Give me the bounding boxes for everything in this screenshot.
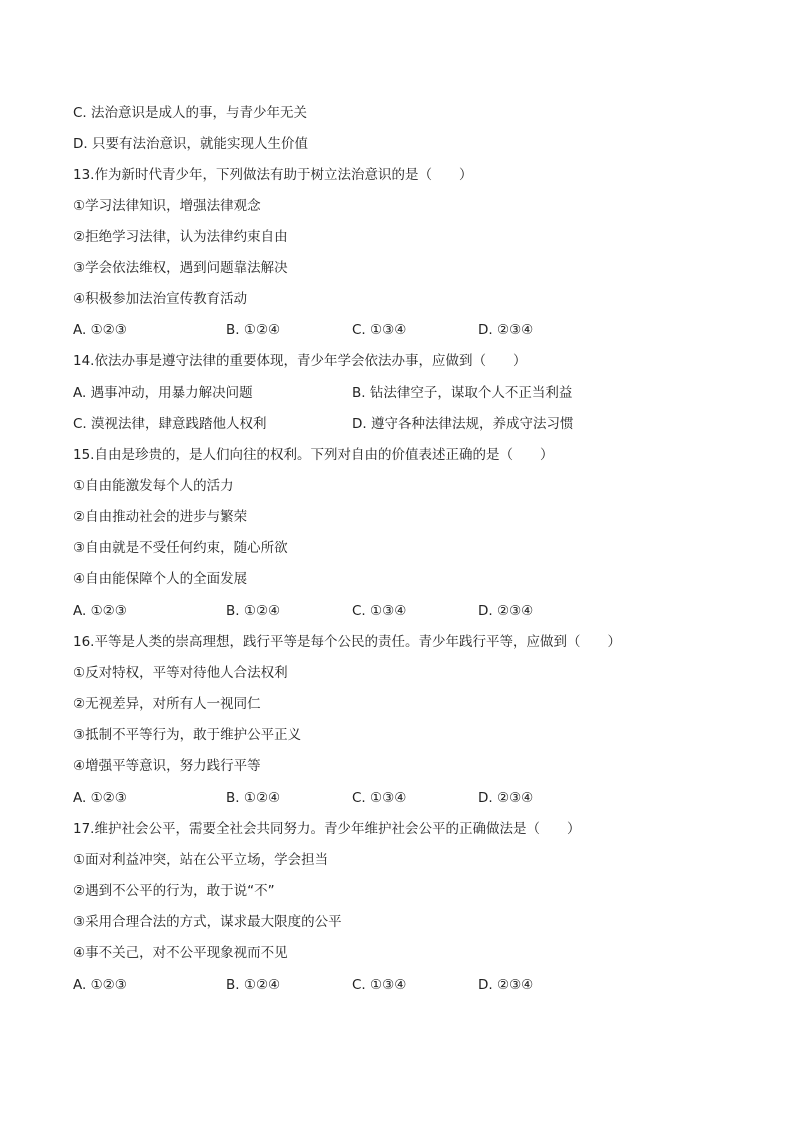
q13-stem: 13.作为新时代青少年，下列做法有助于树立法治意识的是（ ）: [73, 167, 473, 183]
q14-option-c: C. 漠视法律，肆意践踏他人权利: [73, 416, 267, 432]
q13-option-c: C. ①③④: [352, 322, 407, 338]
q17-option-c: C. ①③④: [352, 977, 407, 993]
q16-stem: 16.平等是人类的崇高理想，践行平等是每个公民的责任。青少年践行平等，应做到（ ）: [73, 634, 621, 650]
q15-option-a: A. ①②③: [73, 603, 127, 619]
q15-stem: 15.自由是珍贵的，是人们向往的权利。下列对自由的价值表述正确的是（ ）: [73, 447, 554, 463]
q15-item-2: ②自由推动社会的进步与繁荣: [73, 509, 248, 525]
q17-item-2: ②遇到不公平的行为，敢于说“不”: [73, 883, 275, 899]
q17-item-4: ④事不关己，对不公平现象视而不见: [73, 945, 288, 961]
q13-option-a: A. ①②③: [73, 322, 127, 338]
q17-stem: 17.维护社会公平，需要全社会共同努力。青少年维护社会公平的正确做法是（ ）: [73, 821, 581, 837]
q13-item-2: ②拒绝学习法律，认为法律约束自由: [73, 229, 288, 245]
q14-option-d: D. 遵守各种法律法规，养成守法习惯: [352, 416, 574, 432]
q16-item-4: ④增强平等意识，努力践行平等: [73, 758, 261, 774]
q16-item-2: ②无视差异，对所有人一视同仁: [73, 696, 261, 712]
q16-item-3: ③抵制不平等行为，敢于维护公平正义: [73, 727, 302, 743]
q17-option-a: A. ①②③: [73, 977, 127, 993]
q13-item-4: ④积极参加法治宣传教育活动: [73, 291, 248, 307]
q13-item-1: ①学习法律知识，增强法律观念: [73, 198, 261, 214]
q17-option-b: B. ①②④: [226, 977, 281, 993]
q17-item-3: ③采用合理合法的方式，谋求最大限度的公平: [73, 914, 342, 930]
q13-item-3: ③学会依法维权，遇到问题靠法解决: [73, 260, 288, 276]
q16-item-1: ①反对特权，平等对待他人合法权利: [73, 665, 288, 681]
q13-option-b: B. ①②④: [226, 322, 281, 338]
q15-item-1: ①自由能激发每个人的活力: [73, 478, 234, 494]
q16-option-a: A. ①②③: [73, 790, 127, 806]
q16-option-b: B. ①②④: [226, 790, 281, 806]
q15-option-d: D. ②③④: [478, 603, 534, 619]
q14-stem: 14.依法办事是遵守法律的重要体现，青少年学会依法办事，应做到（ ）: [73, 353, 527, 369]
q15-item-4: ④自由能保障个人的全面发展: [73, 571, 248, 587]
q12-option-d: D. 只要有法治意识，就能实现人生价值: [73, 136, 308, 152]
q14-option-a: A. 遇事冲动，用暴力解决问题: [73, 385, 253, 401]
q15-item-3: ③自由就是不受任何约束，随心所欲: [73, 540, 288, 556]
q16-option-d: D. ②③④: [478, 790, 534, 806]
q17-option-d: D. ②③④: [478, 977, 534, 993]
q17-item-1: ①面对利益冲突，站在公平立场，学会担当: [73, 852, 329, 868]
q14-option-b: B. 钻法律空子，谋取个人不正当利益: [352, 385, 573, 401]
q15-option-c: C. ①③④: [352, 603, 407, 619]
q16-option-c: C. ①③④: [352, 790, 407, 806]
q12-option-c: C. 法治意识是成人的事，与青少年无关: [73, 105, 308, 121]
q15-option-b: B. ①②④: [226, 603, 281, 619]
q13-option-d: D. ②③④: [478, 322, 534, 338]
